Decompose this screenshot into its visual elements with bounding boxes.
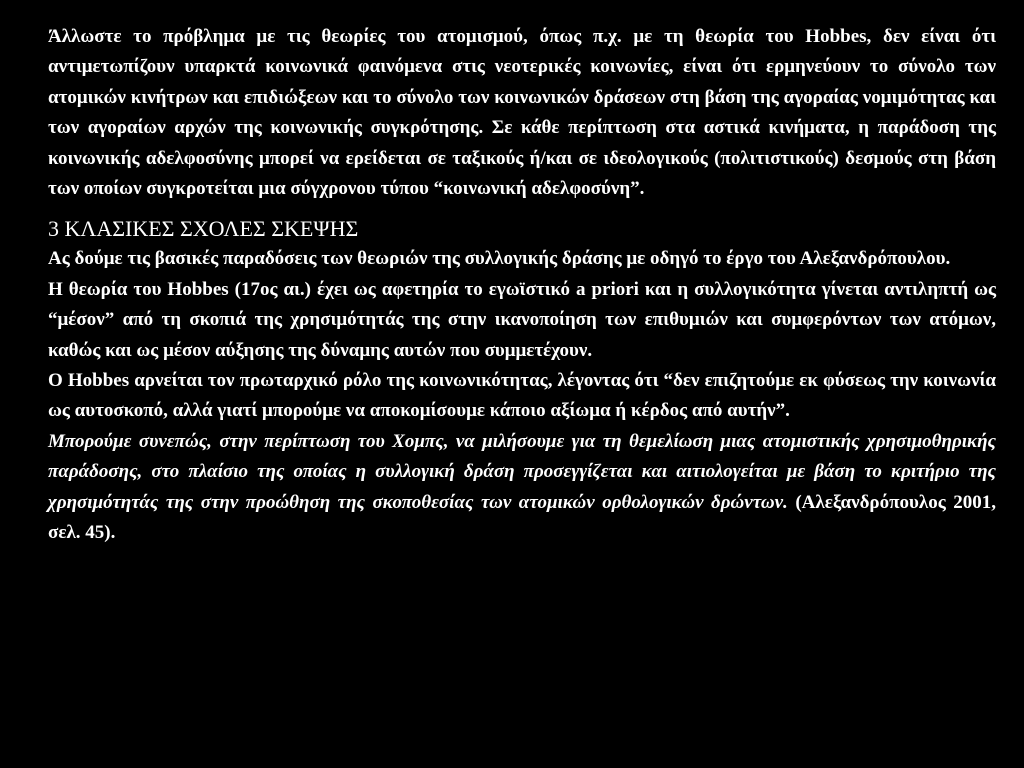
citation-text: (Αλεξανδρόπουλος 2001, σελ. 45). xyxy=(48,491,996,544)
conclusion-italic-text: Μπορούμε συνεπώς, στην περίπτωση του Χομπς, να μιλήσουμε για τη θεμελίωση μιας ατομιστικής χρησιμοθηρικής παράδοσης, στο πλαίσιο της οποίας η συλλογική δράση προσεγγίζεται και αιτιολογείται με βάση το κριτήριο της χρησιμότητάς της στην προώθηση της σκοποθεσίας των ατομικών ορθολογικών δρώντων. xyxy=(48,430,996,513)
paragraph-hobbes-sociality: Ο Hobbes αρνείται τον πρωταρχικό ρόλο της κοινωνικότητας, λέγοντας ότι “δεν επιζητούμε εκ φύσεως την κοινωνία ως αυτοσκοπό, αλλά γιατί μπορούμε να αποκομίσουμε κάποιο αξίωμα ή κέρδος από αυτήν”. xyxy=(48,370,996,422)
paragraph-hobbes-theory: Η θεωρία του Hobbes (17ος αι.) έχει ως αφετηρία το εγωϊστικό a priori και η συλλογικότητα γίνεται αντιληπτή ως “μέσον” από τη σκοπιά της χρησιμότητάς της στην ικανοποίηση των επιθυμιών και συμφερόντων των ατόμων, καθώς και ως μέσον αύξησης της δύναμης αυτών που συμμετέχουν. xyxy=(48,278,996,361)
section-heading: 3 ΚΛΑΣΙΚΕΣ ΣΧΟΛΕΣ ΣΚΕΨΗΣ xyxy=(48,216,359,242)
paragraph-conclusion xyxy=(48,427,996,549)
intro-paragraph: Άλλωστε το πρόβλημα με τις θεωρίες του ατομισμού, όπως π.χ. με τη θεωρία του Hobbes, δεν είναι ότι αντιμετωπίζουν υπαρκτά κοινωνικά φαινόμενα στις νεοτερικές κοινωνίες, είναι ότι ερμηνεύουν το σύνολο των ατομικών κινήτρων και επιδιώξεων και το σύνολο των κοινωνικών δράσεων στη βάση της αγοραίας νομιμότητας και των αγοραίων αρχών της κοινωνικής συγκρότησης. Σε κάθε περίπτωση στα αστικά κινήματα, η παράδοση της κοινωνικής αδελφοσύνης μπορεί να ερείδεται σε ταξικούς ή/και σε ιδεολογικούς (πολιτιστικούς) δεσμούς στη βάση των οποίων συγκροτείται μια σύγχρονου τύπου “κοινωνική αδελφοσύνη”. xyxy=(48,26,996,200)
slide-content xyxy=(48,22,996,549)
paragraph-collective-action: Ας δούμε τις βασικές παραδόσεις των θεωριών της συλλογικής δράσης με οδηγό το έργο του Αλεξανδρόπουλου. xyxy=(48,248,951,270)
